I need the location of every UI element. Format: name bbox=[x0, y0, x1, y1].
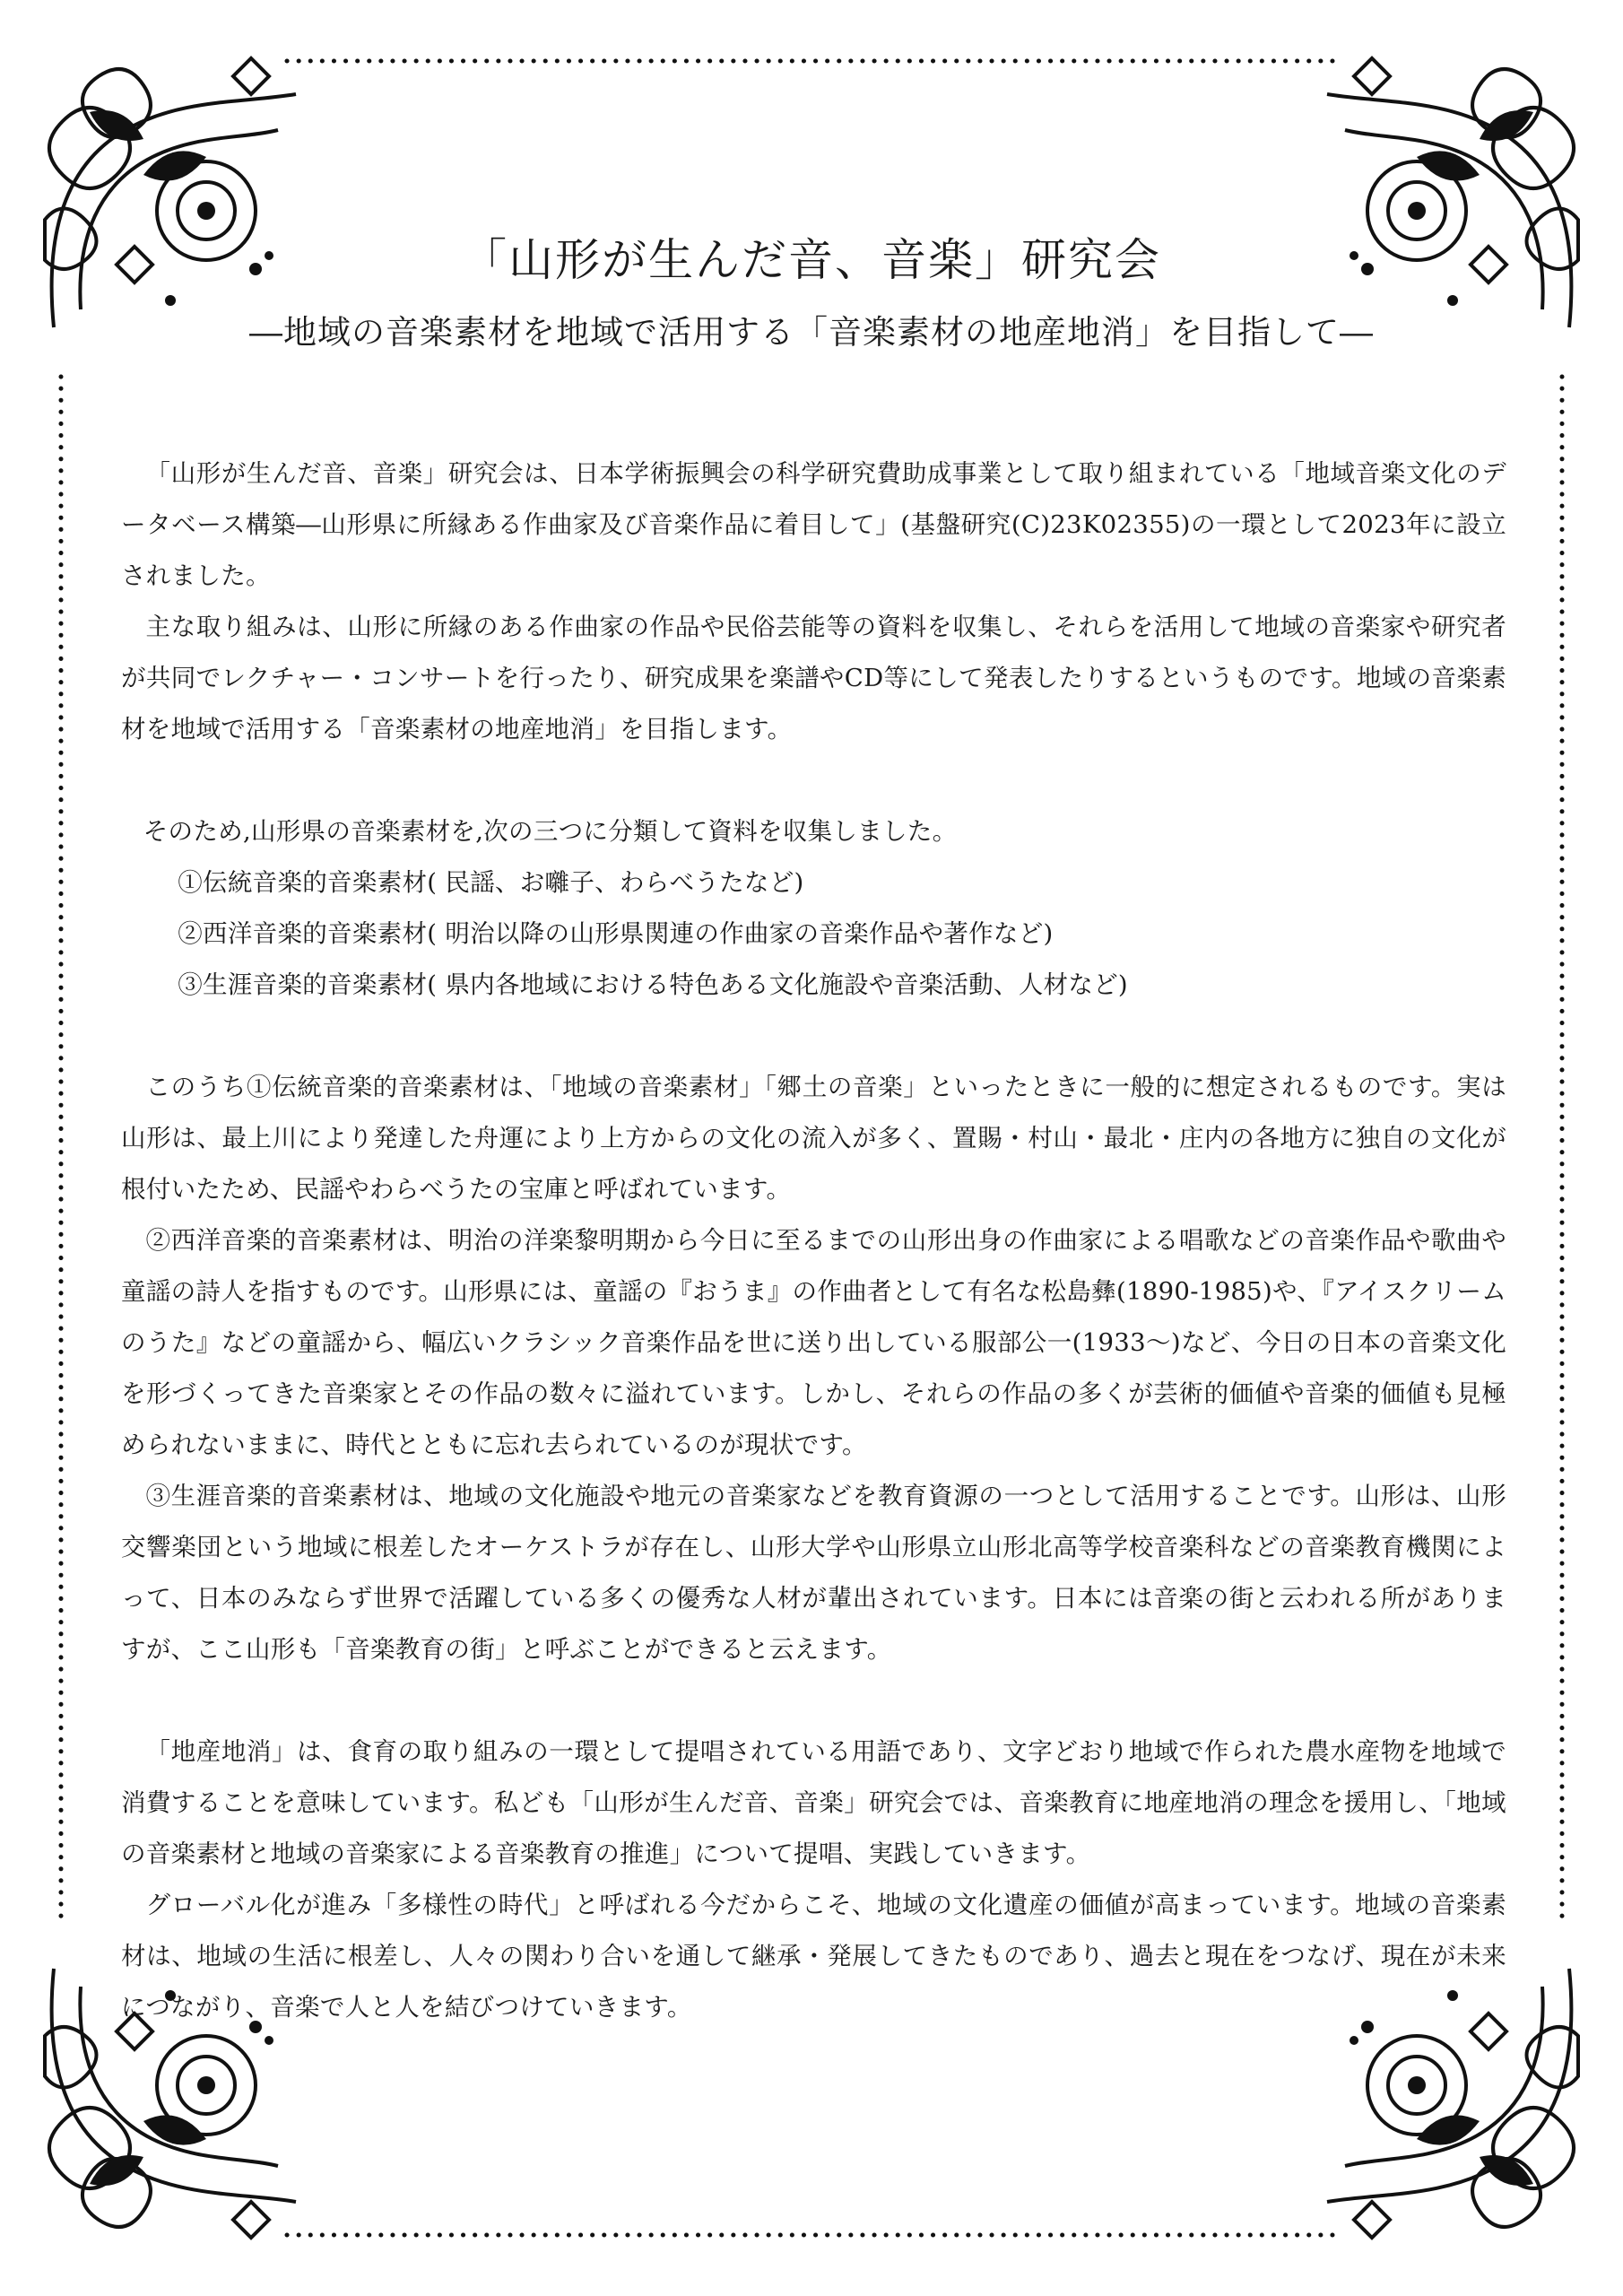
details-paragraph-2: ②西洋音楽的音楽素材は、明治の洋楽黎明期から今日に至るまでの山形出身の作曲家による唱歌などの音楽作品や歌曲や童謡の詩人を指すものです。山形県には、童謡の『おうま』の作曲者として有名な松島彝(1890-1985)や、『アイスクリームのうた』などの童謡から、幅広いクラシック音楽作品を世に送り出している服部公一(1933〜)など、今日の日本の音楽文化を形づくってきた音楽家とその作品の数々に溢れています。しかし、それらの作品の多くが芸術的価値や音楽的価値も見極められないままに、時代とともに忘れ去られているのが現状です。 bbox=[121, 1226, 1506, 1459]
classification-item-2: ②西洋音楽的音楽素材( 明治以降の山形県関連の作曲家の音楽作品や著作など) bbox=[178, 919, 1054, 948]
intro-paragraph-2: 主な取り組みは、山形に所縁のある作曲家の作品や民俗芸能等の資料を収集し、それらを活用して地域の音楽家や研究者が共同でレクチャー・コンサートを行ったり、研究成果を楽譜やCD等にして発表したりするというものです。地域の音楽素材を地域で活用する「音楽素材の地産地消」を目指します。 bbox=[121, 613, 1506, 744]
details-paragraph-3: ③生涯音楽的音楽素材は、地域の文化施設や地元の音楽家などを教育資源の一つとして活用することです。山形は、山形交響楽団という地域に根差したオーケストラが存在し、山形大学や山形県立山形北高等学校音楽科などの音楽教育機関によって、日本のみならず世界で活躍している多くの優秀な人材が輩出されています。日本には音楽の街と云われる所がありますが、ここ山形も「音楽教育の街」と呼ぶことができると云えます。 bbox=[121, 1482, 1506, 1664]
page-subtitle: ―地域の音楽素材を地域で活用する「音楽素材の地産地消」を目指して― bbox=[249, 313, 1374, 352]
closing-paragraph-2: グローバル化が進み「多様性の時代」と呼ばれる今だからこそ、地域の文化遺産の価値が高まっています。地域の音楽素材は、地域の生活に根差し、人々の関わり合いを通して継承・発展してきたものであり、過去と現在をつなげ、現在が未来につながり、音楽で人と人を結びつけていきます。 bbox=[121, 1891, 1506, 2022]
intro-paragraph-1: 「山形が生んだ音、音楽」研究会は、日本学術振興会の科学研究費助成事業として取り組まれている「地域音楽文化のデータベース構築―山形県に所縁ある作曲家及び音楽作品に着目して」(基盤研究(C)23K02355)の一環として2023年に設立されました。 bbox=[121, 459, 1506, 590]
spacer bbox=[121, 1011, 1506, 1062]
title-block bbox=[0, 224, 1623, 353]
classification-item-1: ①伝統音楽的音楽素材( 民謡、お囃子、わらべうたなど) bbox=[178, 868, 804, 897]
page-title: 「山形が生んだ音、音楽」研究会 bbox=[462, 234, 1161, 286]
closing-paragraph-1: 「地産地消」は、食育の取り組みの一環として提唱されている用語であり、文字どおり地域で作られた農水産物を地域で消費することを意味しています。私ども「山形が生んだ音、音楽」研究会では、音楽教育に地産地消の理念を援用し、「地域の音楽素材と地域の音楽家による音楽教育の推進」について提唱、実践していきます。 bbox=[121, 1737, 1506, 1868]
details-paragraph-1: このうち①伝統音楽的音楽素材は、「地域の音楽素材」「郷土の音楽」といったときに一般的に想定されるものです。実は山形は、最上川により発達した舟運により上方からの文化の流入が多く、置賜・村山・最北・庄内の各地方に独自の文化が根付いたため、民謡やわらべうたの宝庫と呼ばれています。 bbox=[121, 1073, 1506, 1204]
spacer bbox=[121, 755, 1506, 806]
spacer bbox=[121, 1675, 1506, 1726]
document-body bbox=[121, 448, 1506, 2033]
classification-lead: そのため,山形県の音楽素材を,次の三つに分類して資料を収集しました。 bbox=[143, 817, 958, 846]
classification-item-3: ③生涯音楽的音楽素材( 県内各地域における特色ある文化施設や音楽活動、人材など) bbox=[178, 970, 1128, 999]
